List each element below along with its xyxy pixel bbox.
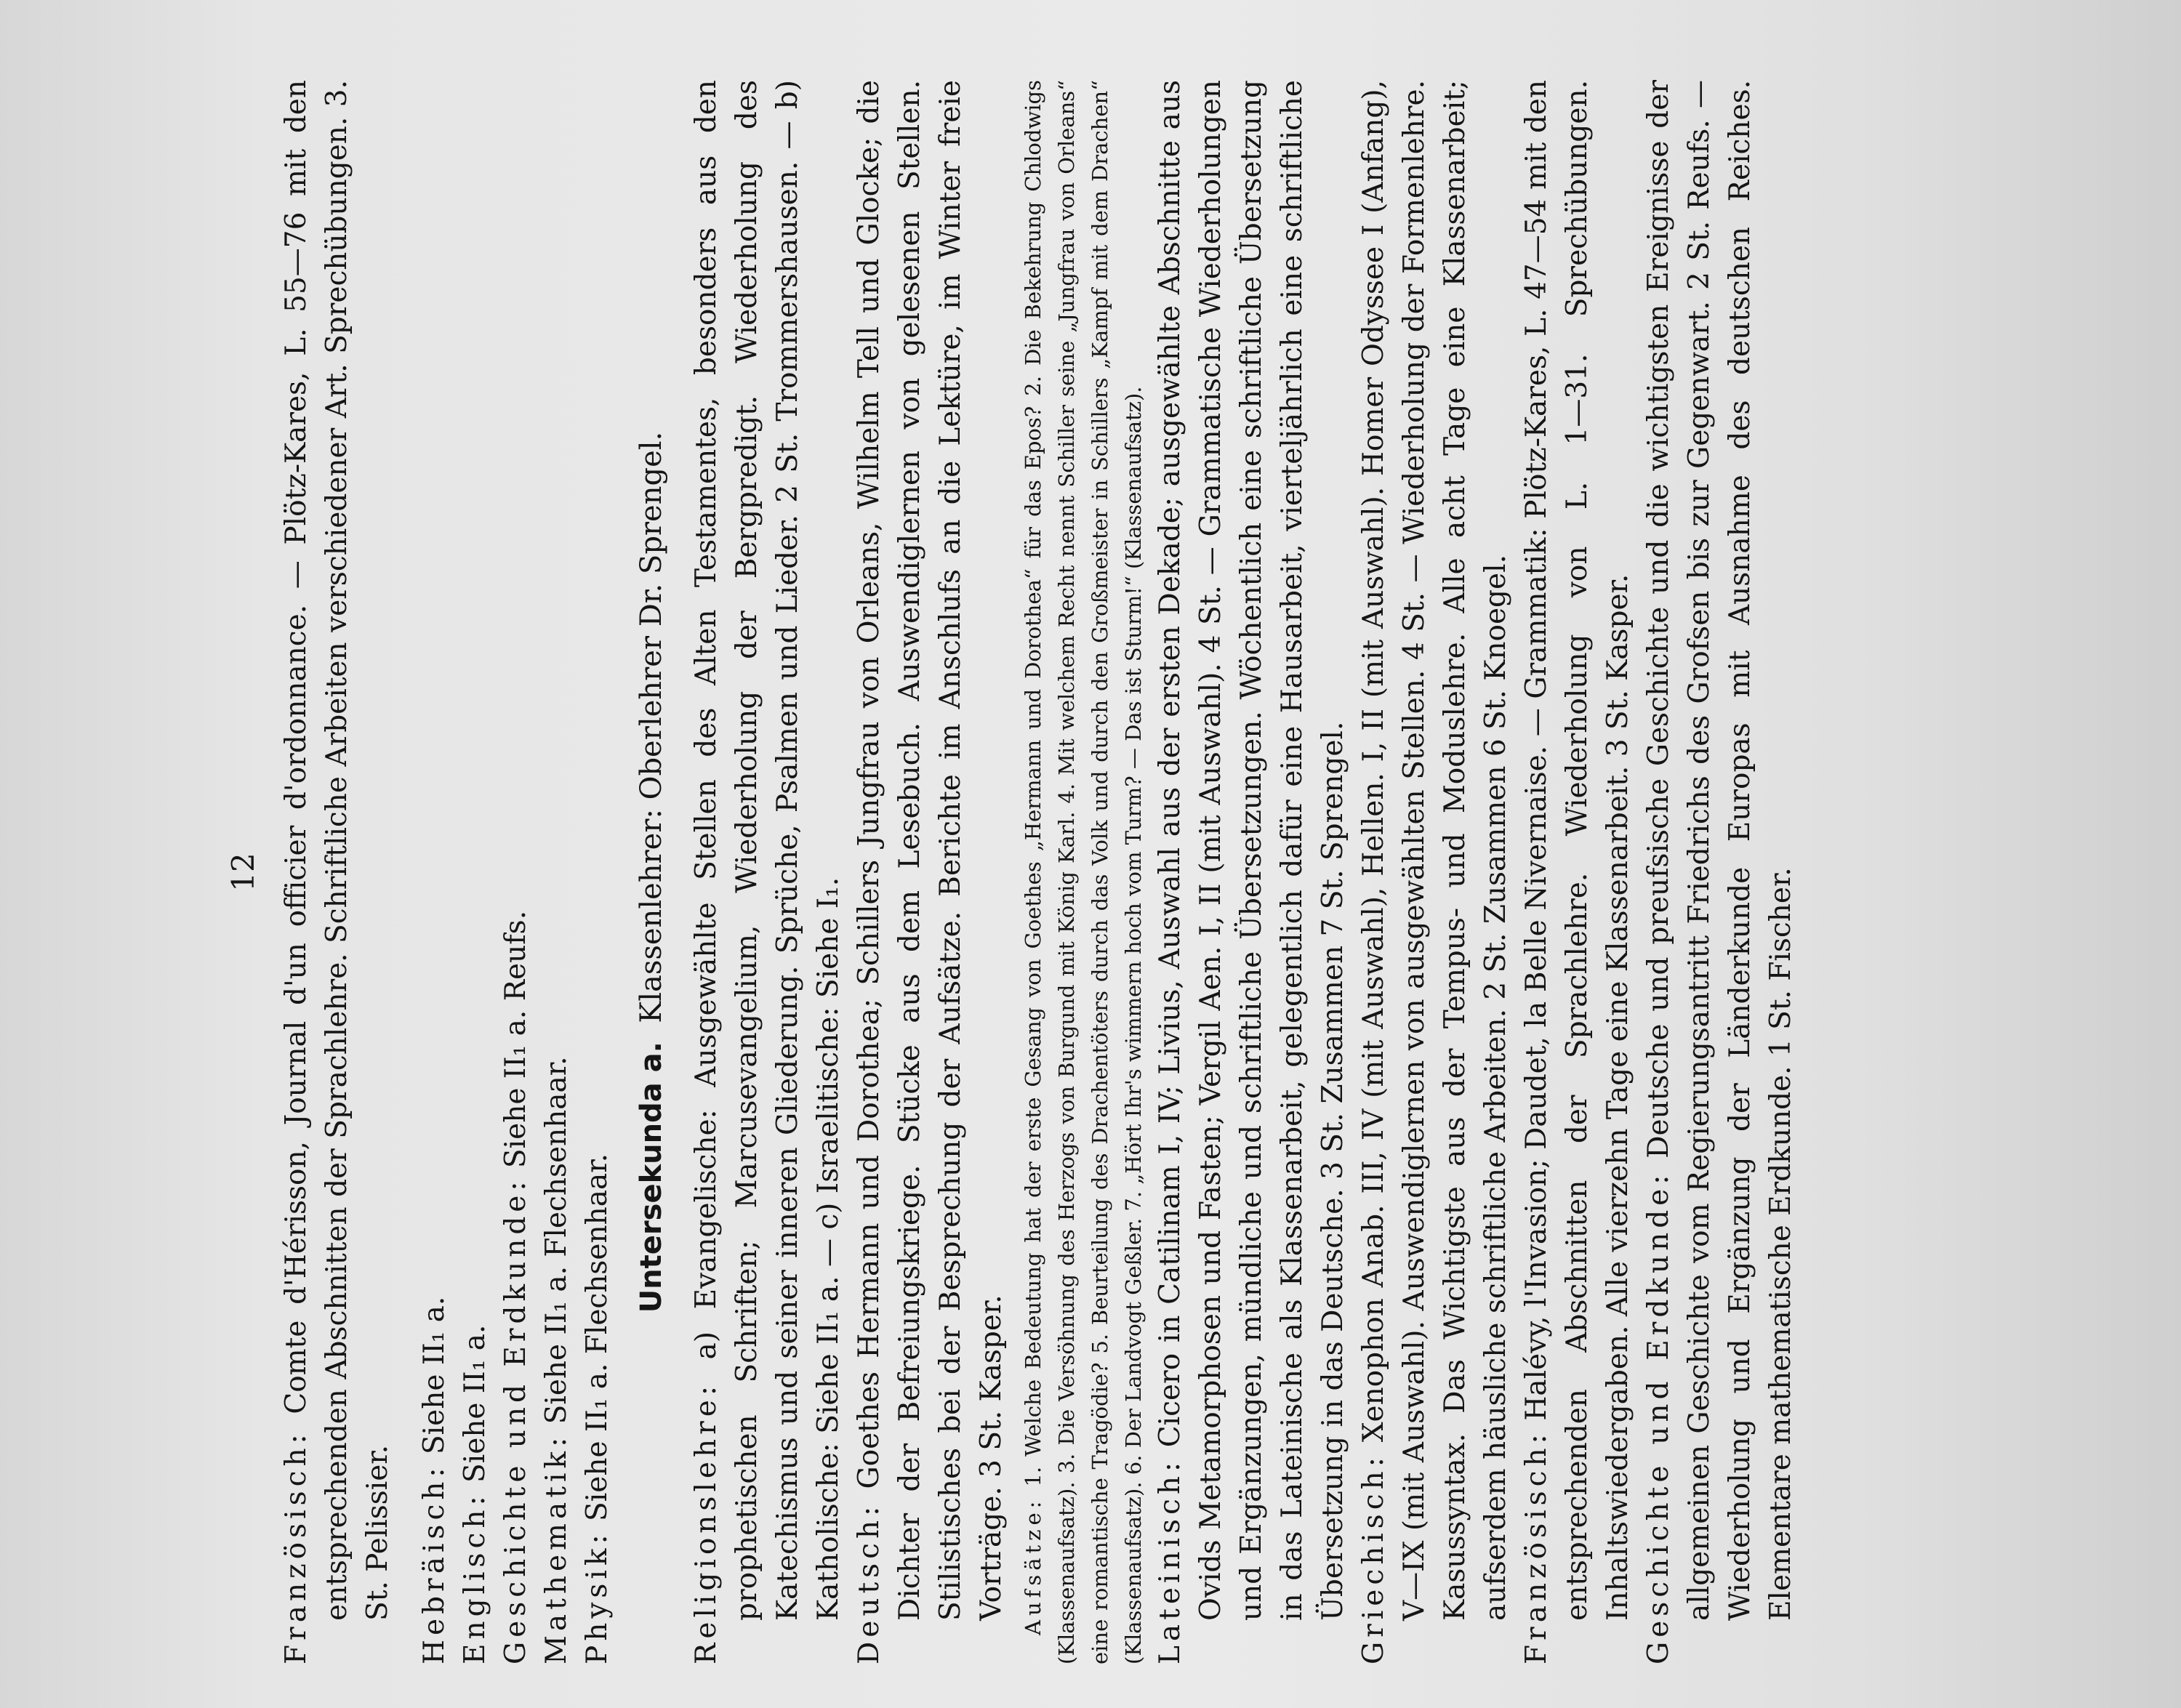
subject-label: Französisch: bbox=[1520, 1430, 1553, 1664]
paragraph-franzoesisch-upper bbox=[276, 80, 398, 1664]
paragraph-religionslehre bbox=[686, 80, 849, 1664]
paragraph-griechisch bbox=[1354, 80, 1517, 1664]
paragraph-text: Cicero in Catilinam I, IV; Livius, Auswahl aus der ersten Dekade; ausgewählte Abschnitte aus Ovids Metamorphosen und Fasten; Vergil Aen. I, II (mit Auswahl). 4 St. — Grammatische Wiederholungen und Ergänzungen, mündliche und schriftliche Übersetzungen. Wöchentlich eine schriftliche Übersetzung in das Lateinische als Klassenarbeit, gelegentlich dafür eine Hausarbeit, vierteljährlich eine schriftliche Übersetzung in das Deutsche. 3 St. Zusammen 7 St. Sprengel. bbox=[1154, 80, 1349, 1621]
paragraph-englisch bbox=[455, 80, 496, 1664]
paragraph-text: Goethes Hermann und Dorothea; Schillers Jungfrau von Orleans, Wilhelm Tell und Glocke; die Dichter der Befreiungskriege. Stücke aus dem Lesebuch. Auswendiglernen von gelesenen Stellen. Stilistisches bei der Besprechung der Aufsätze. Berichte im Anschlufs an die Lektüre, im Winter freie Vorträge. 3 St. Kasper. bbox=[853, 80, 1008, 1621]
paragraph-text: Xenophon Anab. III, IV (mit Auswahl), Hellen. I, II (mit Auswahl). Homer Odyssee I (Anfang), V—IX (mit Auswahl). Auswendiglernen von ausgewählten Stellen. 4 St. — Wiederholung der Formenlehre. Kasussyntax. Das Wichtigste aus der Tempus- und Moduslehre. Alle acht Tage eine Klassenarbeit; aufserdem häusliche schriftliche Arbeiten. 2 St. Zusammen 6 St. Knoegel. bbox=[1357, 80, 1512, 1621]
paragraph-text: a) Evangelische: Ausgewählte Stellen des Alten Testamentes, besonders aus den prophetischen Schriften; Marcusevangelium, Wiederholung der Bergpredigt. Wiederholung des Katechismus und seiner inneren Gliederung. Sprüche, Psalmen und Lieder. 2 St. Trommershausen. — b) Katholische: Siehe II₁ a. — c) Israelitische: Siehe I₁. bbox=[690, 80, 845, 1621]
paragraph-geschichte-lower bbox=[1639, 80, 1802, 1664]
text-column bbox=[276, 80, 1802, 1664]
section-heading bbox=[631, 80, 672, 1664]
subject-label: Lateinisch: bbox=[1154, 1457, 1186, 1664]
paragraph-text: Halévy, l'Invasion; Daudet, la Belle Nivernaise. — Grammatik: Plötz-Kares, L. 47—54 mit den entsprechenden Abschnitten der Sprachlehre. Wiederholung von L. 1—31. Sprechübungen. Inhaltswiedergaben. Alle vierzehn Tage eine Klassenarbeit. 3 St. Kasper. bbox=[1520, 80, 1634, 1621]
paragraph-text: 1. Welche Bedeutung hat der erste Gesang von Goethes „Hermann und Dorothea“ für das Epos? 2. Die Bekehrung Chlodwigs (Klassenaufsatz). 3. Die Versöhnung des Herzogs von Burgund mit König Karl. 4. Mit welchem Recht nennt Schiller seine „Jungfrau von Orleans“ eine romantische Tragödie? 5. Beurteilung des Drachentöters durch das Volk und durch den Großmeister in Schillers „Kampf mit dem Drachen“ (Klassenaufsatz). 6. Der Landvogt Geßler. 7. „Hört Ihr's wimmern hoch vom Turm? — Das ist Sturm!“ (Klassenaufsatz). bbox=[1021, 79, 1146, 1664]
paragraph-text: Comte d'Hérisson, Journal d'un officier d'ordonnance. — Plötz-Kares, L. 55—76 mit den entsprechenden Abschnitten der Sprachlehre. Schriftliche Arbeiten verschiedener Art. Sprechübungen. 3. St. Pelissier. bbox=[280, 80, 394, 1621]
paragraph-hebraeisch bbox=[414, 80, 455, 1664]
subject-label: Mathematik: bbox=[540, 1433, 573, 1664]
paragraph-text: Siehe II₁ a. Flechsenhaar. bbox=[540, 1056, 573, 1425]
section-subtitle: Klassenlehrer: Oberlehrer Dr. Sprengel. bbox=[635, 431, 668, 1023]
paragraph-text: Siehe II₁ a. bbox=[459, 1324, 491, 1483]
page-number: 12 bbox=[225, 853, 261, 892]
paragraph-franzoesisch-lower bbox=[1517, 80, 1639, 1664]
subject-label: Geschichte und Erdkunde: bbox=[1642, 1170, 1675, 1664]
paragraph-deutsch bbox=[849, 80, 1012, 1664]
section-title: Untersekunda a. bbox=[635, 1042, 668, 1313]
paragraph-text: Deutsche und preufsische Geschichte und die wichtigsten Ereignisse der allgemeinen Geschichte vom Regierungsantritt Friedrichs des Grofsen bis zur Gegenwart. 2 St. Reufs. — Wiederholung und Ergänzung der Länderkunde Europas mit Ausnahme des deutschen Reiches. Elementare mathematische Erdkunde. 1 St. Fischer. bbox=[1642, 80, 1797, 1621]
paragraph-text: Siehe II₁ a. Reufs. bbox=[499, 910, 532, 1169]
paragraph-text: Siehe II₁ a. bbox=[418, 1296, 451, 1455]
paragraph-aufsaetze bbox=[1016, 80, 1150, 1664]
paragraph-lateinisch bbox=[1150, 80, 1354, 1664]
subject-label: Französisch: bbox=[280, 1430, 313, 1664]
paragraph-text: Siehe II₁ a. Flechsenhaar. bbox=[581, 1153, 614, 1521]
paragraph-geschichte-upper bbox=[496, 80, 537, 1664]
subject-label: Hebräisch: bbox=[418, 1463, 451, 1664]
subject-label: Religionslehre: bbox=[690, 1382, 723, 1664]
subject-label: Deutsch: bbox=[853, 1502, 885, 1664]
paragraph-physik bbox=[577, 80, 618, 1664]
subject-label: Geschichte und Erdkunde: bbox=[499, 1177, 532, 1664]
rotated-text-block bbox=[225, 80, 1934, 1664]
subject-label: Physik: bbox=[581, 1530, 614, 1664]
subject-label: Aufsätze: bbox=[1021, 1496, 1045, 1635]
subject-label: Englisch: bbox=[459, 1491, 491, 1664]
paragraph-mathematik bbox=[537, 80, 577, 1664]
subject-label: Griechisch: bbox=[1357, 1453, 1390, 1664]
